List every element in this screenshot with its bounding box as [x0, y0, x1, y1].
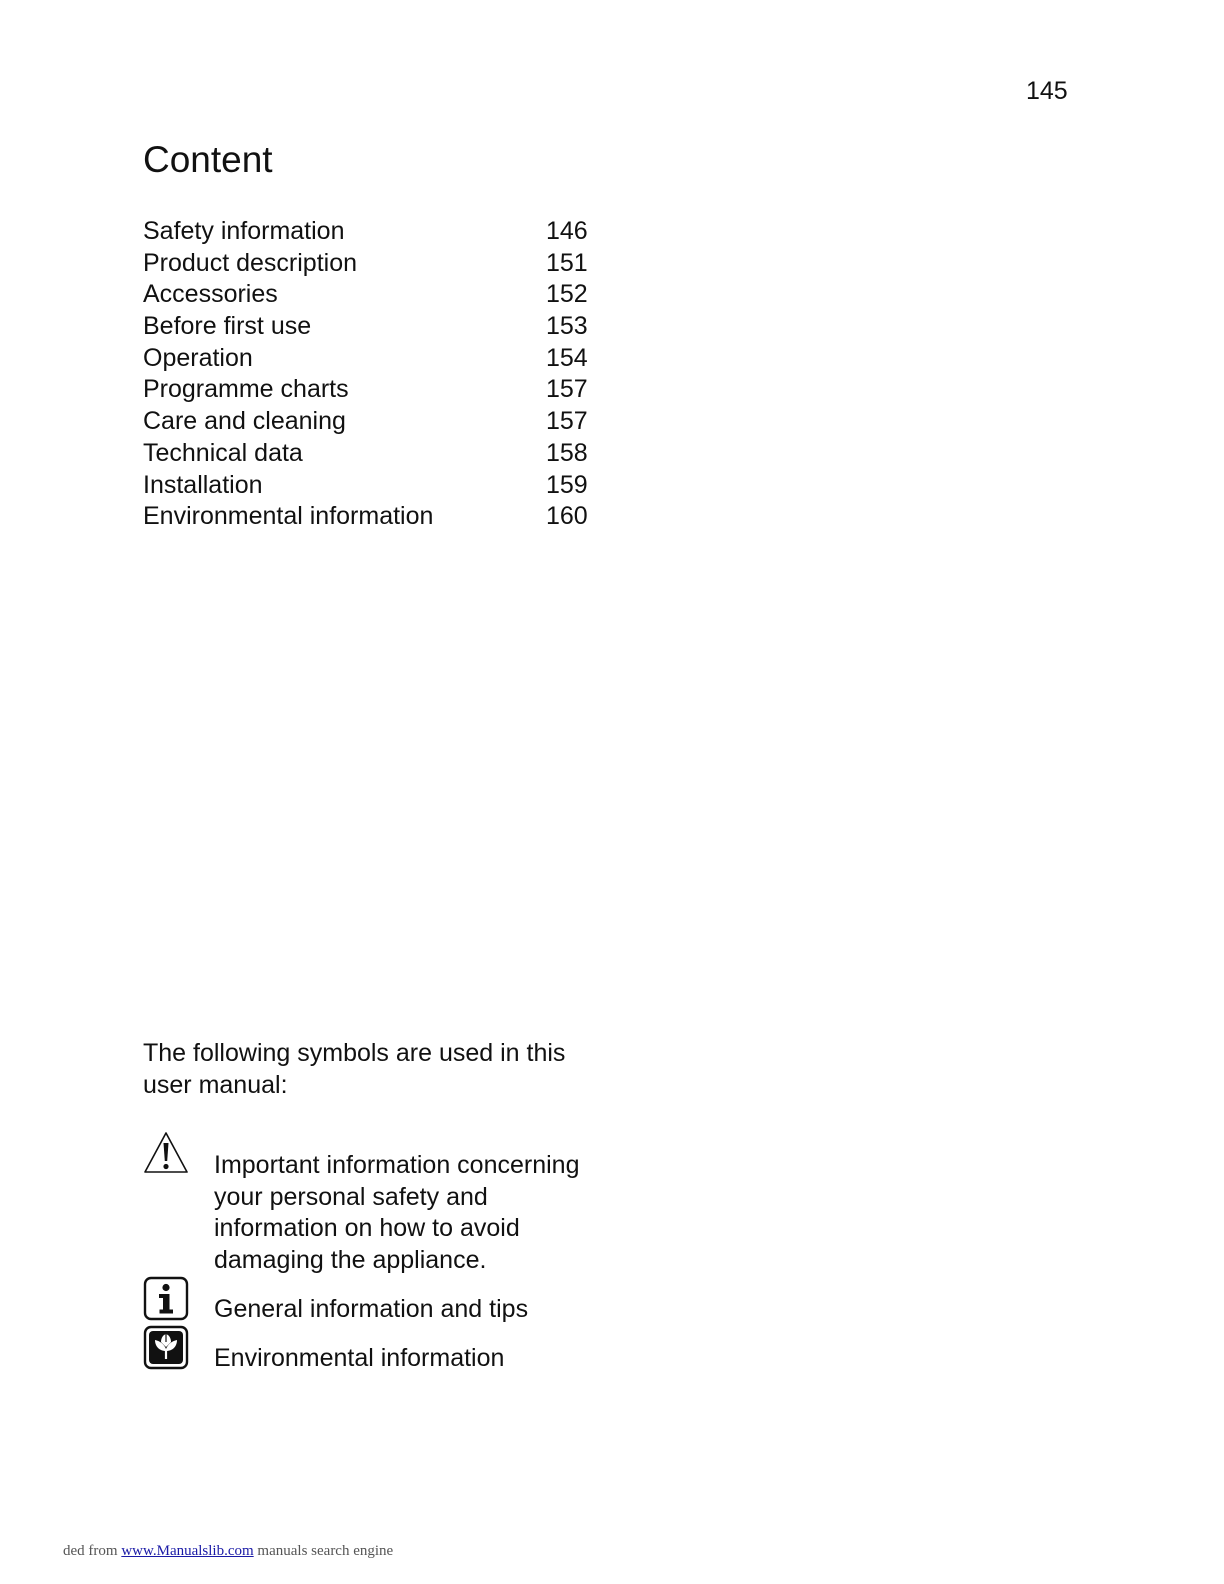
- footer-link[interactable]: www.Manualslib.com: [121, 1543, 254, 1559]
- toc-entry-page: 157: [546, 375, 588, 404]
- page-title: Content: [143, 139, 273, 180]
- toc-entry[interactable]: [143, 373, 603, 405]
- environment-flower-icon: [143, 1325, 189, 1371]
- toc-entry-label: Environmental information: [143, 502, 434, 531]
- toc-entry-label: Safety information: [143, 217, 345, 245]
- toc-entry[interactable]: [143, 469, 603, 501]
- toc-entry-label: Accessories: [143, 280, 278, 309]
- toc-entry[interactable]: [143, 247, 603, 279]
- toc-entry-label: Operation: [143, 343, 253, 372]
- toc-entry[interactable]: [143, 310, 603, 342]
- toc-entry-page: 160: [546, 502, 588, 531]
- toc-entry-page: 159: [546, 470, 588, 499]
- warning-triangle-icon: [143, 1130, 189, 1176]
- symbol-warning-row: [143, 1130, 613, 1280]
- toc-entry-page: 153: [546, 312, 588, 341]
- symbol-info-row: [143, 1276, 613, 1326]
- toc-entry-label: Product description: [143, 248, 358, 277]
- toc-entry-label: Technical data: [143, 438, 303, 467]
- footer-prefix: ded from: [63, 1543, 122, 1559]
- symbols-intro: The following symbols are used in this user manual:: [143, 1039, 566, 1099]
- toc-entry-label: Care and cleaning: [143, 407, 346, 436]
- symbol-environment-text: Environmental information: [214, 1344, 505, 1372]
- toc-entry-page: 152: [546, 280, 588, 309]
- toc-entry-label: Before first use: [143, 312, 312, 341]
- symbol-info-text: General information and tips: [214, 1295, 529, 1323]
- page-number: 145: [1026, 77, 1068, 105]
- toc-entry[interactable]: [143, 405, 603, 437]
- table-of-contents: [143, 215, 603, 532]
- toc-entry[interactable]: [143, 278, 603, 310]
- footer-suffix: manuals search engine: [253, 1543, 394, 1559]
- toc-entry-page: 157: [546, 407, 588, 436]
- toc-entry-page: 154: [546, 343, 588, 372]
- toc-entry[interactable]: [143, 342, 603, 374]
- toc-entry-label: Programme charts: [143, 375, 349, 404]
- toc-entry-page: 146: [546, 217, 588, 245]
- toc-entry-page: 151: [546, 248, 588, 277]
- footer-source: [63, 1541, 393, 1561]
- symbol-warning-text: Important information concerning your personal safety and information on how to avoid damaging the appliance.: [214, 1151, 580, 1274]
- toc-entry[interactable]: [143, 437, 603, 469]
- symbol-environment-row: [143, 1325, 613, 1375]
- info-icon: [143, 1276, 189, 1322]
- toc-entry-page: 158: [546, 438, 588, 467]
- toc-entry[interactable]: [143, 500, 603, 532]
- toc-entry[interactable]: [143, 215, 603, 247]
- toc-entry-label: Installation: [143, 470, 263, 499]
